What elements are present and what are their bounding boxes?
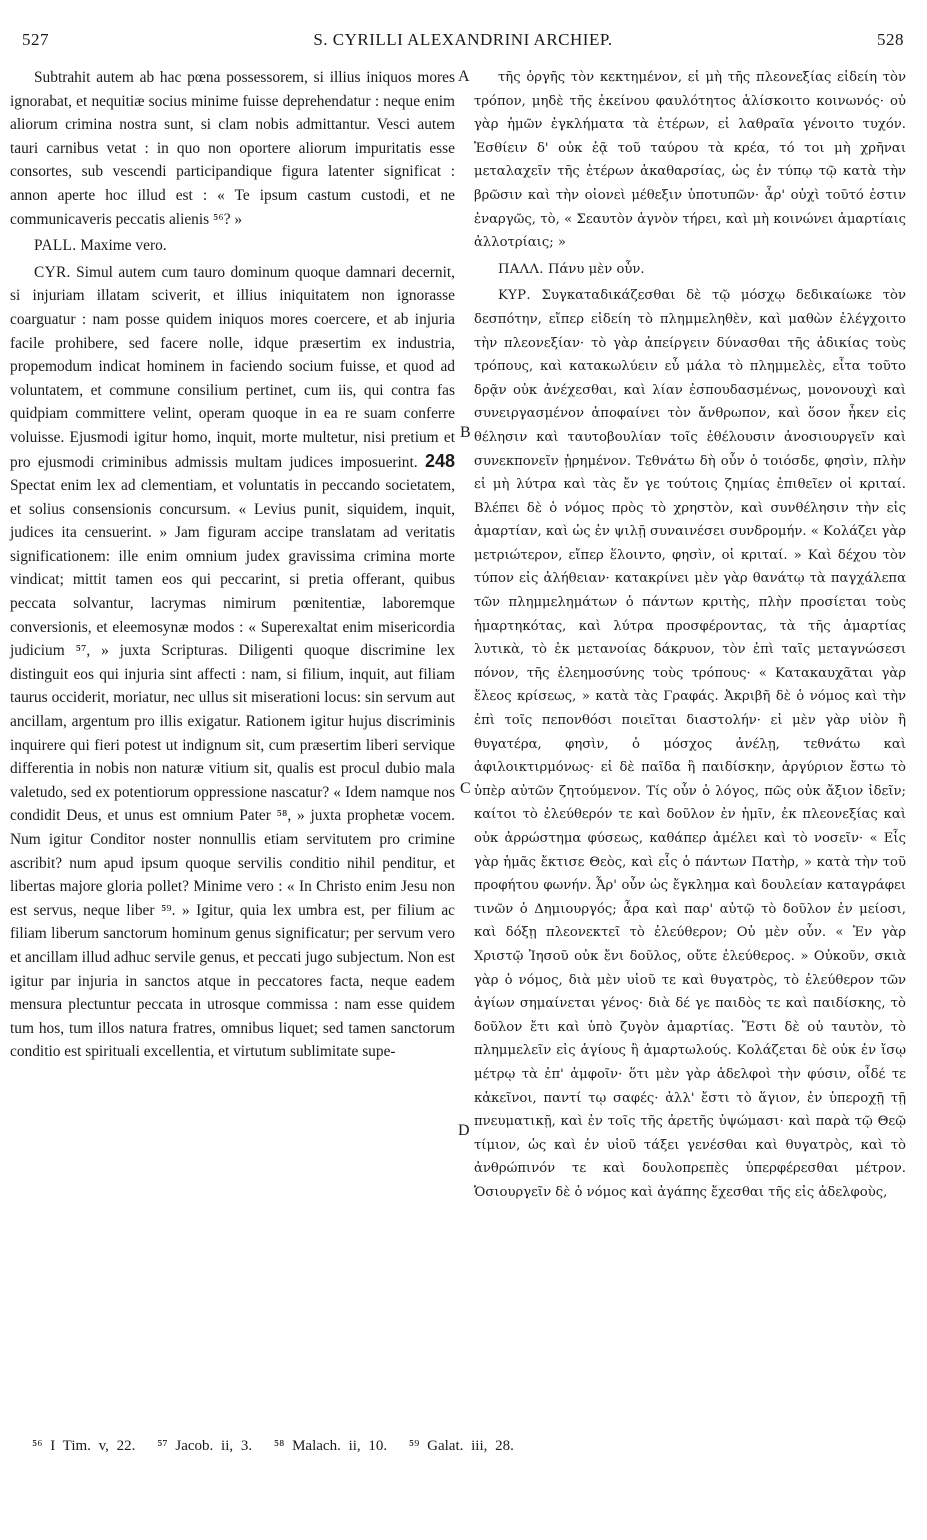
latin-pall-text: Maxime vero. [80, 237, 167, 255]
footnotes [32, 1438, 732, 1455]
latin-paragraph: Subtrahit autem ab hac pœna possessorem, si illius iniquos mores ignorabat, et nequitiæ socius minime fuisse deprehendatur : neque enim aliorum crimina nostra sunt, si clam nobis admittantur. Vesci autem tauri carnibus vetat : in quo non oportere aliorum impuritatis esse consortes, sub vescendi participandique figura latenter significat : annon aperte hoc illud est : « Te ipsum castum custodi, et ne communicaveris peccatis alienis ⁵⁶? » [10, 69, 455, 228]
footnote: ⁵⁷ Jacob. ii, 3. [157, 1438, 253, 1454]
column-number: 248 [424, 450, 455, 471]
running-title: S. CYRILLI ALEXANDRINI ARCHIEP. [313, 30, 613, 49]
page-number-left: 527 [22, 30, 49, 49]
greek-column [474, 66, 906, 1205]
margin-marker-d: D [458, 1122, 470, 1139]
latin-column [10, 66, 455, 1064]
margin-marker-a: A [458, 68, 470, 85]
margin-marker-b: B [460, 424, 471, 441]
page-number-right: 528 [877, 30, 904, 49]
greek-pall-line [474, 258, 906, 282]
greek-pall-text: Πάνυ μὲν οὖν. [547, 261, 645, 277]
greek-cyr-text: Συγκαταδικάζεσθαι δὲ τῷ μόσχῳ δεδικαίωκε τὸν δεσπότην, εἴπερ εἰδείη τὸ πλημμεληθὲν, καὶ μαθὼν ἐλέγχοιτο τὴν πλεονεξίαν· τὸ γὰρ ἀπείργειν δύνασθαι τῆς ἀδικίας τοὺς τρόπους, καὶ κατακωλύειν εὖ μάλα τὸ πλημμελὲς, εἶτα τοῦτο δρᾷν οὐκ ἀνέχεσθαι, καὶ λίαν ἐσπουδασμένως, μονονουχὶ καὶ συνειργασμένον ἀποφαίνει τὸν ἄνθρωπον, καὶ ὅσον ἧκεν εἰς θέλησιν καὶ ταυτοβουλίαν τοῖς ἐθέλουσιν ἀνοσιουργεῖν καὶ συνεκπονεῖν ᾑρημένον. Τεθνάτω δὴ οὖν ὁ τοιόσδε, φησὶν, πλὴν εἰ μὴ λύτρα καὶ τὰς ἔν γε τούτοις ζημίας ἐπιθεῖεν οἱ κριταί. Βλέπει δὲ ὁ νόμος πρὸς τὸ χρηστὸν, καὶ συνθέλησιν τὴν εἰς ἁμαρτίαν, καὶ ὡς ἐν ψιλῇ συναινέσει συνδρομήν. « Κολάζει γὰρ μετριώτερον, εἴπερ ἕλοιντο, φησὶν, οἱ κριταί. » Καὶ δέχου τὸν τύπον εἰς ἀλήθειαν· κατακρίνει μὲν γὰρ θανάτῳ τὰ παγχάλεπα τῶν πλημμελημάτων ὁ πάντων κριτὴς, πλὴν προσίεται τοὺς ἡμαρτηκότας, καὶ λύτρα προσφέροντας, τὰ τῆς ἁμαρτίας λυτικὰ, τὸ ἐκ μετανοίας δάκρυον, τὸν ἐπὶ ταῖς μεταγνώσεσι πόνον, τῆς ἐλεημοσύνης τοὺς τρόπους· « Κατακαυχᾶται γὰρ ἔλεος κρίσεως, » κατὰ τὰς Γραφάς. Ἀκριβῆ δὲ ὁ νόμος καὶ τὴν ἐπὶ τοῖς πεπονθόσι ποιεῖται διαστολήν· εἰ μὲν γὰρ υἱὸν ἢ θυγατέρα, φησὶν, ὁ μόσχος ἀνέλῃ, τεθνάτω καὶ ἀφιλοικτιρμόνως· εἰ δὲ παῖδα ἢ παιδίσκην, ἀργύριον ἔστω τὸ ὑπὲρ αὐτῶν ζητούμενον. Τίς οὖν ὁ λόγος, πῶς οὐκ ἄξιον ἰδεῖν; καίτοι τὸ ἐλεύθερόν τε καὶ δοῦλον ἐν ἡμῖν, ἐκ πλεονεξίας καὶ οὐκ ἀρρώστημα φύσεως, καθάπερ ἀμέλει καὶ τὸ νοσεῖν· « Εἷς γὰρ ἡμᾶς ἔκτισε Θεὸς, καὶ εἷς ὁ πάντων Πατὴρ, » κατὰ τὴν τοῦ προφήτου φωνήν. Ἆρ' οὖν ὡς ἔγκλημα καὶ δουλείαν καταγράφει τινῶν ὁ Δημιουργός; ἆρα καὶ παρ' αὐτῷ τὸ δοῦλον ἐν μείοσι, καὶ δόξῃ πλεονεκτεῖ τὸ ἐλεύθερον; Οὐ μὲν οὖν. « Ἐν γὰρ Χριστῷ Ἰησοῦ οὐκ ἔνι δοῦλος, οὔτε ἐλεύθερος. » Οὐκοῦν, σκιὰ γὰρ ὁ νόμος, διὰ μὲν υἱοῦ τε καὶ θυγατρὸς, τὸ ἐλεύθερον τῶν ἁγίων σημαίνεται γένος· διὰ δέ γε παιδὸς τε καὶ παιδίσκης, τὸ δοῦλον ἔτι καὶ ὑπὸ ζυγὸν ἁμαρτίας. Ἔστι δὲ οὐ ταυτὸν, τὸ πλημμελεῖν εἰς ἁγίους ἢ ἁμαρτωλούς. Κολάζεται δὲ οὐκ ἐν ἴσῳ μέτρῳ τὰ ἐπ' ἀμφοῖν· ὅτι μὲν γὰρ ἀδελφοὶ τὴν φύσιν, οἶδέ τε κἀκεῖνοι, παντί τῳ σαφές· ἀλλ' ἔστι τὸ ἅγιον, ἐν ὑπεροχῇ τῇ πνευματικῇ, καὶ ἐν τοῖς τῆς ἀρετῆς ὑψώμασι· καὶ παρὰ τῷ Θεῷ τίμιον, ὡς καὶ ἐν υἱοῦ τάξει γενέσθαι καὶ θυγατρὸς, καὶ τὸ ἀνθρώπινόν τε καὶ δουλοπρεπὲς ὑπερφέρεσθαι μέτρον. Ὁσιουργεῖν δὲ ὁ νόμος καὶ ἀγάπης ἔχεσθαι τῆς εἰς ἀδελφοὺς, [474, 288, 906, 1200]
footnote: ⁵⁸ Malach. ii, 10. [273, 1438, 388, 1454]
greek-speaker-cyr: ΚΥΡ. [498, 288, 531, 304]
margin-marker-c: C [460, 780, 471, 797]
latin-speaker-cyr: CYR. [34, 263, 71, 281]
latin-cyr-text-1: Simul autem cum tauro dominum quoque damnari decernit, si injuriam illatam sciverit, et illius iniquitatem non ignorasse coarguatur : nam posse quidem iniquos mores coercere, et ab injuria facile prohibere, sed facere nolle, idque præsertim ex industria, propemodum indicat hominem in faciendo socium fuisse, et quod ad voluntatem, et commune consilium pertinet, cum iis, qui contra fas quidpiam committere velint, operam quoque in ea re suam conferre voluisse. Ejusmodi igitur homo, inquit, morte multetur, nisi pretium et pro ejusmodi criminibus admissis multam judices imposuerint. [10, 263, 455, 471]
greek-speaker-pall: ΠΑΛΛ. [498, 261, 544, 277]
footnote: ⁵⁹ Galat. iii, 28. [408, 1438, 514, 1454]
footnote: ⁵⁶ I Tim. v, 22. [32, 1438, 136, 1454]
greek-paragraph: τῆς ὀργῆς τὸν κεκτημένον, εἰ μὴ τῆς πλεονεξίας εἰδείη τὸν τρόπον, μηδὲ τῆς ἐκείνου φαυλότητος ἁλίσκοιτο κοινωνός· οὐ γὰρ ἡμῶν ἐγκλήματα τὰ ἑτέρων, εἰ λαθραῖα γένοιτο τυχόν. Ἐσθίειν δ' οὐκ ἐᾷ τοῦ ταύρου τὰ κρέα, τό τοι μὴ χρῆναι μεταλαχεῖν τῆς ἑτέρων ἀκαθαρσίας, ὡς ἐν τύπῳ τῷ κατὰ τὴν βρῶσιν καὶ τὴν οἱονεὶ μέθεξιν ὑποτυπῶν· ἆρ' οὐχὶ τοῦτό ἐστιν ἐναργῶς, τὸ, « Σεαυτὸν ἁγνὸν τήρει, καὶ μὴ κοινώνει ἁμαρτίαις ἀλλοτρίαις; » [474, 70, 906, 251]
latin-speaker-pall: PALL. [34, 237, 77, 255]
latin-cyr-paragraph [10, 261, 455, 1064]
latin-cyr-text-2: Spectat enim lex ad clementiam, et voluntatis in peccando societatem, et solius consensionis concursum. « Levius punit, siquidem, inquit, judices ita censuerint. » Jam figuram accipe translatam ad veritatis significationem: ille enim omnium judex gravissima crimina morte vindicat; mittit tamen eos qui peccarint, si pretia offerant, quibus peccata solvantur, lacrymas nimirum pœnitentiæ, laboremque conversionis, et eleemosynæ modos : « Superexaltat enim misericordia judicium ⁵⁷, » juxta Scripturas. Diligenti quoque discrimine lex distinguit eos qui injuria sint affecti : nam, si filium, inquit, aut filiam taurus occiderit, moriatur, nec ullus sit miserationi locus: sin servum aut ancillam, argentum pro illis exigatur. Rationem igitur hujus discriminis inquirere qui fieri potest ut indignum sit, cum præsertim liberi servique differentia in nobis non naturæ vitium sit, qualis est procul dubio mala valetudo, sed ex potentiorum oppressione nascatur? « Idem namque nos condidit Deus, et unus est omnium Pater ⁵⁸, » juxta prophetæ vocem. Num igitur Conditor noster nonnullis etiam servitutem pro crimine ascribit? num apud ipsum quoque servilis conditio nihil penditur, et libertas majore gloria pollet? Minime vero : « In Christo enim Jesu non est servus, neque liber ⁵⁹. » Igitur, quia lex umbra est, per filium ac filiam liberum sanctorum hominum genus significatur; per servum vero et ancillam illud adhuc servile genus, et peccati jugo subjectum. Non est igitur par injuria in sanctos atque in peccatores facta, neque eadem mensura plectuntur peccata in utrosque commissa : nam esse quidem tum hos, tum illos natura fratres, omnibus liquet; sed tamen sanctorum conditio est spirituali excellentia, et virtutum sublimitate supe- [10, 477, 455, 1061]
running-header [22, 30, 904, 56]
greek-cyr-paragraph [474, 284, 906, 1204]
latin-pall-line [10, 234, 455, 258]
